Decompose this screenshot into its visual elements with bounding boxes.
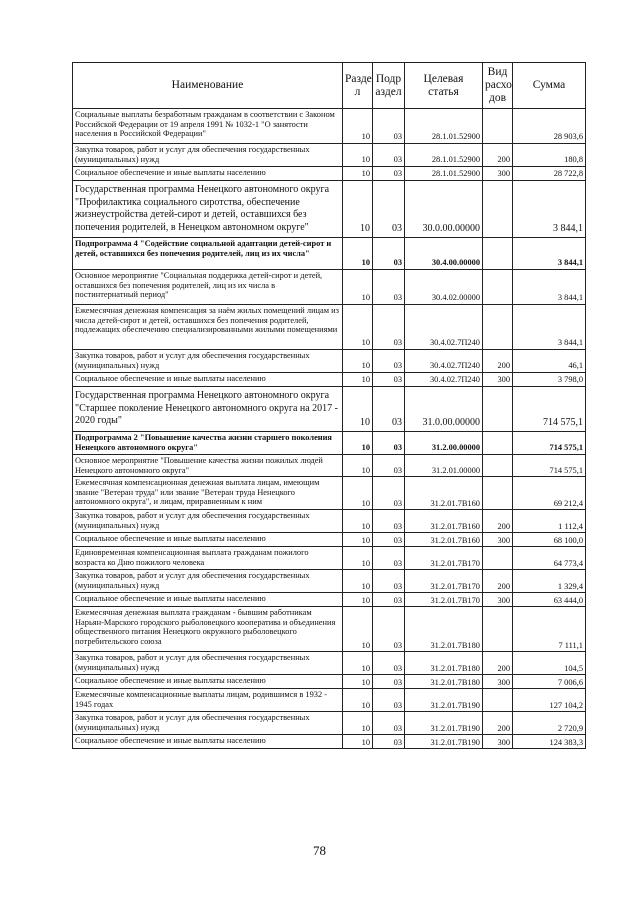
cell-target-article: 31.2.01.7В170 — [405, 570, 483, 593]
cell-subsection: 03 — [373, 712, 405, 735]
cell-target-article: 31.2.01.7В180 — [405, 607, 483, 652]
cell-name: Закупка товаров, работ и услуг для обеспечения государственных (муниципальных) нужд — [73, 144, 343, 167]
cell-target-article: 31.2.00.00000 — [405, 432, 483, 455]
cell-section: 10 — [343, 735, 373, 749]
cell-expense-type: 300 — [483, 167, 513, 181]
cell-target-article: 31.2.01.7В170 — [405, 593, 483, 607]
table-row — [73, 373, 586, 387]
cell-sum: 124 383,3 — [513, 735, 586, 749]
table-row — [73, 144, 586, 167]
cell-target-article: 31.2.01.7В160 — [405, 510, 483, 533]
cell-sum: 714 575,1 — [513, 455, 586, 477]
cell-target-article: 31.2.01.7В160 — [405, 477, 483, 510]
cell-sum: 104,5 — [513, 652, 586, 675]
cell-subsection: 03 — [373, 533, 405, 547]
cell-name: Социальное обеспечение и иные выплаты населению — [73, 167, 343, 181]
cell-sum: 1 329,4 — [513, 570, 586, 593]
cell-name: Социальное обеспечение и иные выплаты населению — [73, 735, 343, 749]
cell-expense-type: 200 — [483, 510, 513, 533]
cell-sum: 28 903,6 — [513, 109, 586, 144]
table-row — [73, 350, 586, 373]
cell-expense-type: 300 — [483, 373, 513, 387]
page-number: 78 — [313, 843, 326, 858]
cell-name: Закупка товаров, работ и услуг для обеспечения государственных (муниципальных) нужд — [73, 652, 343, 675]
cell-expense-type: 300 — [483, 533, 513, 547]
cell-sum: 3 798,0 — [513, 373, 586, 387]
cell-subsection: 03 — [373, 305, 405, 350]
cell-section: 10 — [343, 109, 373, 144]
cell-sum: 714 575,1 — [513, 387, 586, 432]
cell-section: 10 — [343, 607, 373, 652]
cell-subsection: 03 — [373, 270, 405, 305]
header-name: Наименование — [73, 63, 343, 109]
cell-expense-type — [483, 477, 513, 510]
table-row — [73, 270, 586, 305]
cell-subsection: 03 — [373, 593, 405, 607]
cell-name: Социальное обеспечение и иные выплаты населению — [73, 675, 343, 689]
header-sum: Сумма — [513, 63, 586, 109]
cell-expense-type — [483, 607, 513, 652]
cell-name: Ежемесячная денежная выплата гражданам - бывшим работникам Нарьян-Марского городского рыболовецкого кооператива и объединения общественного питания Ненецкого окружного рыболовецкого потребительского союза — [73, 607, 343, 652]
cell-section: 10 — [343, 455, 373, 477]
cell-sum: 63 444,0 — [513, 593, 586, 607]
table-row — [73, 570, 586, 593]
cell-target-article: 31.2.01.7В160 — [405, 533, 483, 547]
cell-section: 10 — [343, 533, 373, 547]
cell-subsection: 03 — [373, 109, 405, 144]
cell-target-article: 31.2.01.7В180 — [405, 652, 483, 675]
cell-name: Ежемесячная денежная компенсация за наём жилых помещений лицам из числа детей-сирот и детей, оставшихся без попечения родителей, подлежащих обеспечению специализированными жилыми помещениями — [73, 305, 343, 350]
cell-expense-type — [483, 689, 513, 712]
table-row — [73, 689, 586, 712]
cell-subsection: 03 — [373, 735, 405, 749]
cell-sum: 46,1 — [513, 350, 586, 373]
cell-target-article: 31.2.01.7В190 — [405, 712, 483, 735]
cell-subsection: 03 — [373, 510, 405, 533]
table-row — [73, 167, 586, 181]
table-row — [73, 432, 586, 455]
table-row — [73, 533, 586, 547]
cell-section: 10 — [343, 181, 373, 238]
cell-target-article: 31.2.01.7В170 — [405, 547, 483, 570]
cell-sum: 7 111,1 — [513, 607, 586, 652]
cell-target-article: 28.1.01.52900 — [405, 167, 483, 181]
cell-section: 10 — [343, 712, 373, 735]
cell-name: Подпрограмма 2 "Повышение качества жизни старшего поколения Ненецкого автономного округа" — [73, 432, 343, 455]
cell-expense-type: 300 — [483, 675, 513, 689]
cell-target-article: 31.2.01.00000 — [405, 455, 483, 477]
table-row — [73, 305, 586, 350]
cell-expense-type — [483, 455, 513, 477]
cell-expense-type — [483, 387, 513, 432]
cell-expense-type — [483, 305, 513, 350]
cell-section: 10 — [343, 387, 373, 432]
cell-expense-type: 200 — [483, 350, 513, 373]
table-row — [73, 547, 586, 570]
cell-expense-type: 200 — [483, 652, 513, 675]
cell-name: Социальное обеспечение и иные выплаты населению — [73, 533, 343, 547]
cell-target-article: 30.0.00.00000 — [405, 181, 483, 238]
cell-section: 10 — [343, 675, 373, 689]
cell-subsection: 03 — [373, 387, 405, 432]
cell-subsection: 03 — [373, 675, 405, 689]
cell-section: 10 — [343, 270, 373, 305]
cell-subsection: 03 — [373, 144, 405, 167]
cell-section: 10 — [343, 593, 373, 607]
cell-sum: 3 844,1 — [513, 305, 586, 350]
cell-target-article: 31.2.01.7В190 — [405, 689, 483, 712]
cell-name: Закупка товаров, работ и услуг для обеспечения государственных (муниципальных) нужд — [73, 510, 343, 533]
cell-section: 10 — [343, 547, 373, 570]
cell-sum: 68 100,0 — [513, 533, 586, 547]
header-section: Разде л — [343, 63, 373, 109]
cell-subsection: 03 — [373, 652, 405, 675]
cell-section: 10 — [343, 373, 373, 387]
cell-expense-type: 200 — [483, 144, 513, 167]
cell-target-article: 31.2.01.7В190 — [405, 735, 483, 749]
cell-name: Закупка товаров, работ и услуг для обеспечения государственных (муниципальных) нужд — [73, 712, 343, 735]
cell-name: Основное мероприятие "Социальная поддержка детей-сирот и детей, оставшихся без попечения родителей, лиц из их числа в постинтернатный период" — [73, 270, 343, 305]
cell-subsection: 03 — [373, 607, 405, 652]
cell-section: 10 — [343, 144, 373, 167]
cell-section: 10 — [343, 652, 373, 675]
cell-target-article: 30.4.02.00000 — [405, 270, 483, 305]
cell-sum: 2 720,9 — [513, 712, 586, 735]
cell-expense-type: 200 — [483, 712, 513, 735]
cell-subsection: 03 — [373, 350, 405, 373]
cell-target-article: 30.4.02.7П240 — [405, 373, 483, 387]
table-row — [73, 652, 586, 675]
budget-table — [72, 62, 586, 749]
cell-name: Закупка товаров, работ и услуг для обеспечения государственных (муниципальных) нужд — [73, 570, 343, 593]
cell-sum: 3 844,1 — [513, 238, 586, 270]
cell-section: 10 — [343, 689, 373, 712]
cell-sum: 28 722,8 — [513, 167, 586, 181]
cell-name: Основное мероприятие "Повышение качества жизни пожилых людей Ненецкого автономного округа" — [73, 455, 343, 477]
table-row — [73, 593, 586, 607]
cell-subsection: 03 — [373, 167, 405, 181]
cell-expense-type — [483, 270, 513, 305]
cell-expense-type — [483, 181, 513, 238]
table-row — [73, 109, 586, 144]
cell-sum: 1 112,4 — [513, 510, 586, 533]
cell-name: Ежемесячные компенсационные выплаты лицам, родившимся в 1932 - 1945 годах — [73, 689, 343, 712]
cell-expense-type — [483, 109, 513, 144]
cell-name: Единовременная компенсационная выплата гражданам пожилого возраста ко Дню пожилого человека — [73, 547, 343, 570]
cell-sum: 3 844,1 — [513, 270, 586, 305]
cell-sum: 180,8 — [513, 144, 586, 167]
cell-subsection: 03 — [373, 373, 405, 387]
cell-section: 10 — [343, 432, 373, 455]
cell-subsection: 03 — [373, 181, 405, 238]
cell-sum: 64 773,4 — [513, 547, 586, 570]
table-header-row — [73, 63, 586, 109]
cell-sum: 7 006,6 — [513, 675, 586, 689]
cell-section: 10 — [343, 305, 373, 350]
cell-name: Государственная программа Ненецкого автономного округа "Профилактика социального сиротства, обеспечение жизнеустройства детей-сирот и детей, оставшихся без попечения родителей, в Ненецком автономном округе" — [73, 181, 343, 238]
table-row — [73, 712, 586, 735]
cell-name: Социальные выплаты безработным гражданам в соответствии с Законом Российской Федерации от 19 апреля 1991 № 1032-1 "О занятости населения в Российской Федерации" — [73, 109, 343, 144]
cell-section: 10 — [343, 570, 373, 593]
cell-target-article: 31.0.00.00000 — [405, 387, 483, 432]
table-row — [73, 238, 586, 270]
cell-target-article: 30.4.02.7П240 — [405, 350, 483, 373]
cell-name: Подпрограмма 4 "Содействие социальной адаптации детей-сирот и детей, оставшихся без попечения родителей, лиц из их числа" — [73, 238, 343, 270]
table-row — [73, 675, 586, 689]
table-row — [73, 735, 586, 749]
table-row — [73, 510, 586, 533]
table-row — [73, 477, 586, 510]
cell-subsection: 03 — [373, 432, 405, 455]
cell-expense-type — [483, 238, 513, 270]
cell-name: Социальное обеспечение и иные выплаты населению — [73, 373, 343, 387]
cell-name: Социальное обеспечение и иные выплаты населению — [73, 593, 343, 607]
cell-expense-type: 300 — [483, 735, 513, 749]
cell-name: Закупка товаров, работ и услуг для обеспечения государственных (муниципальных) нужд — [73, 350, 343, 373]
table-row — [73, 607, 586, 652]
cell-sum: 3 844,1 — [513, 181, 586, 238]
cell-sum: 714 575,1 — [513, 432, 586, 455]
cell-sum: 69 212,4 — [513, 477, 586, 510]
table-row — [73, 455, 586, 477]
cell-expense-type: 300 — [483, 593, 513, 607]
cell-subsection: 03 — [373, 689, 405, 712]
cell-subsection: 03 — [373, 570, 405, 593]
cell-section: 10 — [343, 510, 373, 533]
cell-name: Государственная программа Ненецкого автономного округа "Старшее поколение Ненецкого автономного округа на 2017 - 2020 годы" — [73, 387, 343, 432]
cell-subsection: 03 — [373, 238, 405, 270]
cell-target-article: 30.4.00.00000 — [405, 238, 483, 270]
cell-target-article: 28.1.01.52900 — [405, 109, 483, 144]
table-row — [73, 387, 586, 432]
cell-section: 10 — [343, 477, 373, 510]
cell-section: 10 — [343, 238, 373, 270]
header-target-article: Целевая статья — [405, 63, 483, 109]
cell-subsection: 03 — [373, 547, 405, 570]
cell-expense-type — [483, 432, 513, 455]
cell-name: Ежемесячная компенсационная денежная выплата лицам, имеющим звание "Ветеран труда" или звание "Ветеран труда Ненецкого автономного округа", и лицам, приравненным к ним — [73, 477, 343, 510]
cell-target-article: 28.1.01.52900 — [405, 144, 483, 167]
cell-subsection: 03 — [373, 477, 405, 510]
cell-sum: 127 104,2 — [513, 689, 586, 712]
cell-expense-type — [483, 547, 513, 570]
cell-section: 10 — [343, 167, 373, 181]
cell-expense-type: 200 — [483, 570, 513, 593]
cell-section: 10 — [343, 350, 373, 373]
cell-target-article: 30.4.02.7П240 — [405, 305, 483, 350]
header-subsection: Подр аздел — [373, 63, 405, 109]
cell-subsection: 03 — [373, 455, 405, 477]
header-expense-type: Вид расхо дов — [483, 63, 513, 109]
cell-target-article: 31.2.01.7В180 — [405, 675, 483, 689]
table-body — [73, 109, 586, 749]
table-row — [73, 181, 586, 238]
